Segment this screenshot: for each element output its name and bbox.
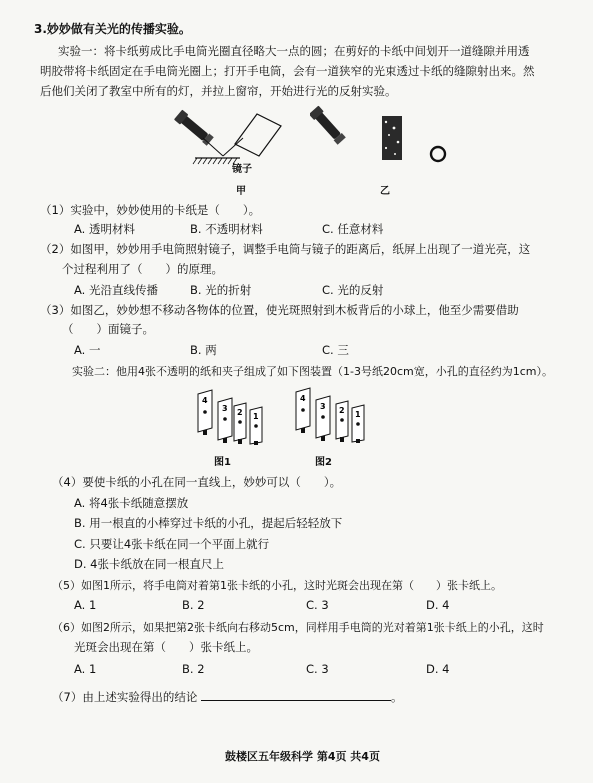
figure-jia-caption: 甲 bbox=[236, 186, 246, 197]
q5-option-b: B. 2 bbox=[182, 598, 205, 612]
q7-stem: （7）由上述实验得出的结论 bbox=[52, 690, 198, 704]
fig1-card-number-1: 1 bbox=[253, 412, 259, 421]
q6-option-d: D. 4 bbox=[426, 662, 450, 676]
q3-option-b: B. 两 bbox=[190, 343, 217, 357]
q3-option-a: A. 一 bbox=[74, 343, 101, 357]
figure-yi-caption: 乙 bbox=[380, 186, 390, 197]
fig2-card-number-1: 1 bbox=[355, 410, 361, 419]
q4-option-a: A. 将4张卡纸随意摆放 bbox=[74, 496, 189, 510]
fig1-card-number-2: 2 bbox=[237, 408, 243, 417]
q2-option-a: A. 光沿直线传播 bbox=[74, 283, 158, 297]
q5-option-d: D. 4 bbox=[426, 598, 450, 612]
flashlight-mirror-illustration bbox=[165, 104, 285, 174]
q6-stem-line-1: （6）如图2所示，如果把第2张卡纸向右移动5cm，同样用手电筒的光对着第1张卡纸上的小孔，这时 bbox=[52, 621, 544, 634]
fig1-card-number-4: 4 bbox=[202, 396, 208, 405]
cards-aligned-illustration bbox=[188, 386, 278, 446]
q4-option-b: B. 用一根直的小棒穿过卡纸的小孔，提起后轻轻放下 bbox=[74, 516, 343, 530]
page-footer: 鼓楼区五年级科学 第4页 共4页 bbox=[225, 750, 380, 763]
mirror-label: 镜子 bbox=[232, 164, 252, 175]
figure-1-caption: 图1 bbox=[214, 457, 231, 468]
cards-shifted-illustration bbox=[290, 386, 380, 446]
figure-2-caption: 图2 bbox=[315, 457, 332, 468]
q6-stem-line-2: 光斑会出现在第（ ）张卡纸上。 bbox=[74, 640, 258, 654]
q4-option-c: C. 只要让4张卡纸在同一个平面上就行 bbox=[74, 537, 270, 551]
q3-stem-line-1: （3）如图乙，妙妙想不移动各物体的位置，使光斑照射到木板背后的小球上，他至少需要借助 bbox=[40, 303, 519, 317]
figure-2 bbox=[290, 386, 380, 446]
q1-option-b: B. 不透明材料 bbox=[190, 222, 263, 236]
exp2-line: 实验二：他用4张不透明的纸和夹子组成了如下图装置（1-3号纸20cm宽，小孔的直径约为1cm）。 bbox=[72, 365, 553, 378]
q3-stem-line-2: （ ）面镜子。 bbox=[62, 322, 154, 336]
q3-option-c: C. 三 bbox=[322, 343, 349, 357]
q1-stem: （1）实验中，妙妙使用的卡纸是（ ）。 bbox=[40, 203, 261, 217]
exp1-line-1: 实验一：将卡纸剪成比手电筒光圈直径略大一点的圆；在剪好的卡纸中间划开一道缝隙并用透 bbox=[58, 44, 530, 58]
q5-option-c: C. 3 bbox=[306, 598, 329, 612]
q4-option-d: D. 4张卡纸放在同一根直尺上 bbox=[74, 557, 224, 571]
q2-option-c: C. 光的反射 bbox=[322, 283, 384, 297]
flashlight-board-ball-illustration bbox=[310, 104, 460, 174]
q1-option-c: C. 任意材料 bbox=[322, 222, 384, 236]
figure-yi bbox=[310, 104, 460, 174]
q1-option-a: A. 透明材料 bbox=[74, 222, 135, 236]
q7-answer-blank[interactable] bbox=[201, 689, 391, 701]
q2-stem-line-2: 个过程利用了（ ）的原理。 bbox=[62, 262, 223, 276]
fig1-card-number-3: 3 bbox=[222, 404, 228, 413]
question-title: 3.妙妙做有关光的传播实验。 bbox=[34, 22, 191, 36]
exp1-line-2: 明胶带将卡纸固定在手电筒光圈上；打开手电筒，会有一道狭窄的光束透过卡纸的缝隙射出来。然 bbox=[40, 64, 535, 78]
exp1-line-3: 后他们关闭了教室中所有的灯，并拉上窗帘，开始进行光的反射实验。 bbox=[40, 84, 397, 98]
figure-1 bbox=[188, 386, 278, 446]
q7-line bbox=[52, 689, 402, 705]
q5-option-a: A. 1 bbox=[74, 598, 97, 612]
q6-option-a: A. 1 bbox=[74, 662, 97, 676]
fig2-card-number-2: 2 bbox=[339, 406, 345, 415]
q6-option-c: C. 3 bbox=[306, 662, 329, 676]
q4-stem: （4）要使卡纸的小孔在同一直线上，妙妙可以（ ）。 bbox=[52, 475, 342, 489]
figure-jia bbox=[165, 104, 285, 174]
q2-stem-line-1: （2）如图甲，妙妙用手电筒照射镜子，调整手电筒与镜子的距离后，纸屏上出现了一道光亮，这 bbox=[40, 242, 531, 256]
q6-option-b: B. 2 bbox=[182, 662, 205, 676]
q7-end: 。 bbox=[390, 690, 403, 704]
fig2-card-number-4: 4 bbox=[300, 394, 306, 403]
q5-stem: （5）如图1所示，将手电筒对着第1张卡纸的小孔，这时光斑会出现在第（ ）张卡纸上。 bbox=[52, 579, 502, 592]
fig2-card-number-3: 3 bbox=[320, 402, 326, 411]
q2-option-b: B. 光的折射 bbox=[190, 283, 252, 297]
